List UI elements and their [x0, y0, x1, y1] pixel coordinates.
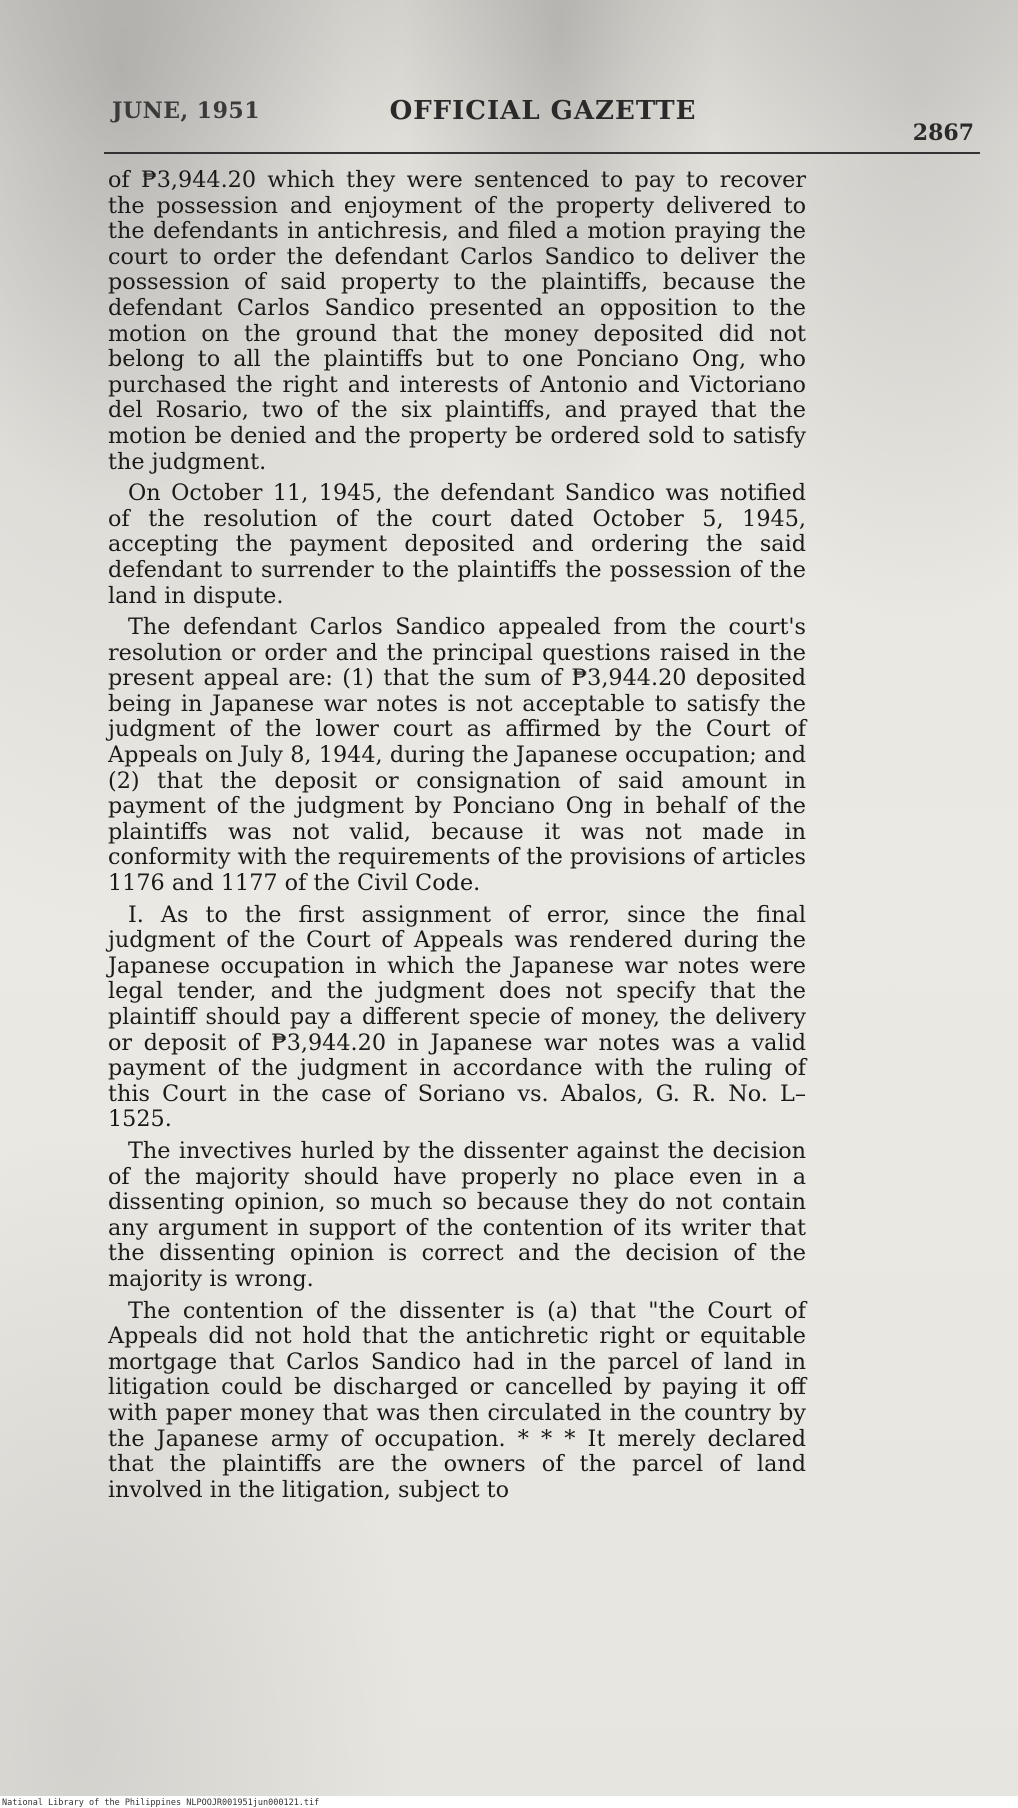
issue-date: JUNE, 1951: [112, 98, 261, 124]
page-header: [112, 96, 974, 146]
scan-source-note: National Library of the Philippines NLPOOJR001951jun000121.tif: [2, 1798, 320, 1808]
paragraph-6: The contention of the dissenter is (a) that "the Court of Appeals did not hold that the antichretic right or equitable mortgage that Carlos Sandico had in the parcel of land in litigation could be discharged or cancelled by paying it off with paper money that was then circulated in the country by the Japanese army of occupation. * * * It merely declared that the plaintiffs are the owners of the parcel of land involved in the litigation, subject to: [108, 1297, 806, 1503]
body-text: [108, 168, 806, 1503]
paragraph-1: of ₱3,944.20 which they were sentenced to pay to recover the possession and enjoyment of the property delivered to the defendants in antichresis, and filed a motion praying the court to order the defendant Carlos Sandico to deliver the possession of said property to the plaintiffs, because the defendant Carlos Sandico presented an opposition to the motion on the ground that the money deposited did not belong to all the plaintiffs but to one Ponciano Ong, who purchased the right and interests of Antonio and Victoriano del Rosario, two of the six plaintiffs, and prayed that the motion be denied and the property be ordered sold to satisfy the judgment.: [108, 167, 806, 475]
page-number: 2867: [912, 120, 974, 146]
publication-title: OFFICIAL GAZETTE: [389, 96, 697, 126]
paragraph-2: On October 11, 1945, the defendant Sandico was notified of the resolution of the court dated October 5, 1945, accepting the payment deposited and ordering the said defendant to surrender to the plaintiffs the possession of the land in dispute.: [108, 480, 806, 609]
paragraph-3: The defendant Carlos Sandico appealed from the court's resolution or order and the principal questions raised in the present appeal are: (1) that the sum of ₱3,944.20 deposited being in Japanese war notes is not acceptable to satisfy the judgment of the lower court as affirmed by the Court of Appeals on July 8, 1944, during the Japanese occupation; and (2) that the deposit or consignation of said amount in payment of the judgment by Ponciano Ong in behalf of the plaintiffs was not valid, because it was not made in conformity with the requirements of the provisions of articles 1176 and 1177 of the Civil Code.: [108, 614, 806, 897]
header-rule: [104, 152, 980, 154]
paragraph-5: The invectives hurled by the dissenter against the decision of the majority should have properly no place even in a dissenting opinion, so much so because they do not contain any argument in support of the contention of its writer that the dissenting opinion is correct and the decision of the majority is wrong.: [108, 1137, 806, 1292]
paragraph-4: I. As to the first assignment of error, since the final judgment of the Court of Appeals was rendered during the Japanese occupation in which the Japanese war notes were legal tender, and the judgment does not specify that the plaintiff should pay a different specie of money, the delivery or deposit of ₱3,944.20 in Japanese war notes was a valid payment of the judgment in accordance with the ruling of this Court in the case of Soriano vs. Abalos, G. R. No. L–1525.: [108, 901, 806, 1133]
